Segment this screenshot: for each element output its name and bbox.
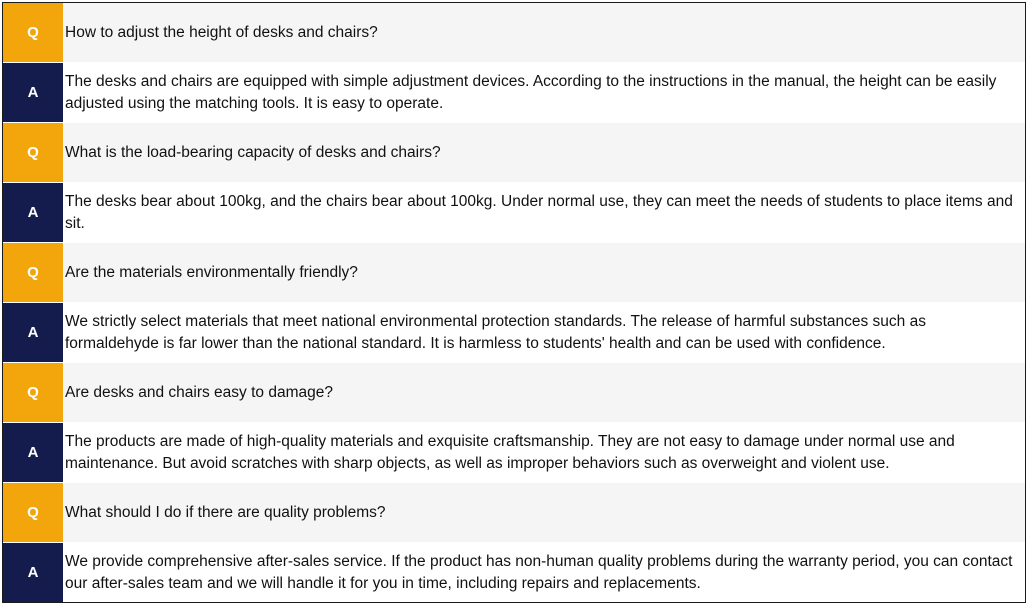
faq-question-row [3, 243, 1025, 303]
answer-badge: A [3, 543, 63, 602]
answer-text: The desks and chairs are equipped with simple adjustment devices. According to the instructions in the manual, the height can be easily adjusted using the matching tools. It is easy to operate. [65, 72, 997, 112]
faq-answer-row [3, 543, 1025, 603]
faq-answer-row [3, 303, 1025, 363]
faq-question-row [3, 123, 1025, 183]
answer-text: The products are made of high-quality materials and exquisite craftsmanship. They are not easy to damage under normal use and maintenance. But avoid scratches with sharp objects, as well as improper behaviors such as overweight and violent use. [65, 432, 955, 472]
question-badge: Q [3, 363, 63, 422]
answer-text: The desks bear about 100kg, and the chairs bear about 100kg. Under normal use, they can meet the needs of students to place items and sit. [65, 192, 1013, 232]
faq-answer-row [3, 423, 1025, 483]
question-badge: Q [3, 483, 63, 542]
faq-question-row [3, 483, 1025, 543]
faq-question-row [3, 3, 1025, 63]
faq-table [2, 2, 1026, 603]
question-badge: Q [3, 243, 63, 302]
question-text: Are desks and chairs easy to damage? [65, 383, 333, 401]
faq-question-row [3, 363, 1025, 423]
answer-badge: A [3, 423, 63, 482]
faq-answer-row [3, 63, 1025, 123]
answer-badge: A [3, 303, 63, 362]
answer-badge: A [3, 63, 63, 122]
question-text: How to adjust the height of desks and chairs? [65, 23, 378, 41]
question-badge: Q [3, 3, 63, 62]
question-text: What should I do if there are quality problems? [65, 503, 386, 521]
faq-answer-row [3, 183, 1025, 243]
answer-text: We strictly select materials that meet national environmental protection standards. The release of harmful substances such as formaldehyde is far lower than the national standard. It is harmless to students' health and can be used with confidence. [65, 312, 926, 352]
question-text: Are the materials environmentally friendly? [65, 263, 358, 281]
answer-text: We provide comprehensive after-sales service. If the product has non-human quality problems during the warranty period, you can contact our after-sales team and we will handle it for you in time, including repairs and replacements. [65, 552, 1013, 592]
question-badge: Q [3, 123, 63, 182]
question-text: What is the load-bearing capacity of desks and chairs? [65, 143, 441, 161]
answer-badge: A [3, 183, 63, 242]
